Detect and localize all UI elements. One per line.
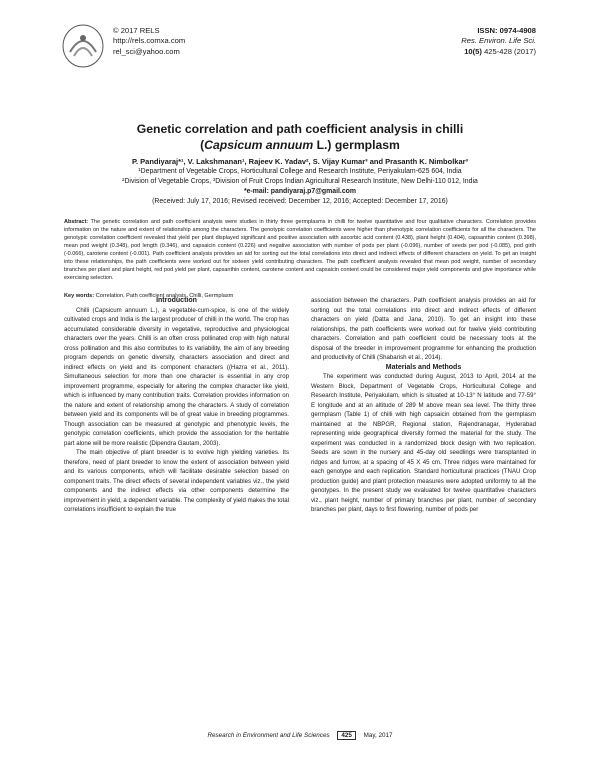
- abstract-text: The genetic correlation and path coefficient analysis were studies in thirty three germplasms in chilli for twelve quantitative and four qualitative characters. Correlation provides information on the nature and extent of relationship among the characters. The genotypic correlation coefficients were higher than phenotypic correlation coefficients for all the characters. The genotypic correlation coefficient revealed that yield per plant displayed significant and positive association with ascorbic acid content (0.438), plant height (0.404), capsanthin content (0.398), mean pod weight (0.348), pod length (0.346), and capsaicin content (0.226) and negative association with number of pods per plant (-0.096), number of seeds per pod (-0.085), pod girth (-0.066), carotene content (-0.001). Path coefficient analysis provides an aid for sorting out the total correlations into direct and indirect effects of different characters on yield. To get an insight into these relationships, the path coefficients were worked out for sixteen yield contributing characters. The path coefficient analysis revealed that mean pod weight, number of secondary branches per plant and plant height, red pod yield per plant, capsanthin content, carotene content and capsaicin content could be considered major yield components and give importance while exercising selection.: [64, 219, 536, 282]
- keywords-text: Correlation, Path coefficient analysis, Chilli, Germplasm: [95, 293, 234, 299]
- page-footer: [60, 731, 540, 740]
- intro-paragraph-continued: association between the characters. Path coefficient analysis provides an aid for sorting out the total correlations into direct and indirect effects of different characters on yield (Datta and Jana, 2010). To get an insight into these relationships, the path coefficients were worked out for twelve yield contributing characters. Correlation and path coefficient could be necessary tools at the disposal of the breeder in improvement programme for enhancing the production and productivity of Chilli (Shabarish et al., 2014).: [311, 297, 536, 361]
- title-line-2: (Capsicum annuum L.) germplasm: [200, 138, 400, 152]
- affiliation-2: ²Division of Vegetable Crops, ³Division of Fruit Crops Indian Agricultural Research Institute, New Delhi-110 012, India: [122, 178, 478, 186]
- abstract: [64, 218, 536, 282]
- volume-pages: [461, 47, 536, 57]
- introduction-heading: Introduction: [156, 297, 197, 304]
- footer-journal-name: Research in Environment and Life Sciences: [207, 732, 330, 739]
- intro-paragraph-1: Chilli (Capsicum annuum L.), a vegetable-cum-spice, is one of the widely cultivated crops and India is the largest producer of chilli in the world. The crop has accumulated considerable diversity in vegetative, reproductive and physiological characters over the years. Chilli is an often cross pollinated crop with high natural cross pollination and this also contributes to its variability, the aim of any breeding program depends on genetic diversity, characters association and direct and indirect effects on yield and its component characters ((Hazra et al., 2011). Simultaneous selection for more than one character is essential in any crop improvement programme, especially for altering the complex character like yield, which is influenced by many contribution traits. Correlation provides information on the nature and extent of relationship among the characters. A study of correlation between yield and its components will be of great value in breeding programmes. Though association can be measured at genotypic and phenotypic levels, the genotypic correlation coefficients, which provide the association for the heritable part alone will be more realistic (Dipendra Gautam, 2003).: [64, 306, 289, 447]
- intro-paragraph-2: The main objective of plant breeder is to evolve high yielding varieties. Its therefore, need of plant breeder to know the extent of association between yield and its various components, which will facilitate desirable selection based on component traits. The direct effects of several independent variables viz., the yield components and the indirect effects via other components determine the improvement in yield, a dependent variable. The complexity of yield makes the total correlations insufficient to explain the true: [64, 449, 289, 513]
- volume: 10(5): [464, 46, 482, 56]
- page-range: 425-428 (2017): [484, 46, 536, 56]
- received-dates: (Received: July 17, 2016; Revised received: December 12, 2016; Accepted: December 17, 2016): [152, 198, 448, 206]
- journal-header-right: [461, 26, 536, 57]
- journal-website-link[interactable]: http://rels.comxa.com: [113, 36, 186, 46]
- author-block: [60, 157, 540, 207]
- materials-methods-heading: Materials and Methods: [385, 363, 462, 371]
- page-number: 425: [337, 731, 356, 740]
- journal-header-left: [113, 26, 185, 57]
- species-name: Capsicum annuum: [204, 138, 314, 152]
- author-names: P. Pandiyaraj*¹, V. Lakshmanan¹, Rajeev K. Yadav², S. Vijay Kumar³ and Prasanth K. Nimbolkar³: [131, 157, 469, 166]
- keywords-label: Key words:: [64, 293, 95, 299]
- copyright: © 2017 RELS: [113, 26, 160, 35]
- materials-methods-paragraph: The experiment was conducted during August, 2013 to April, 2014 at the Western Block, Department of Vegetable Crops, Horticultural College and Research Institute, Periyakulam, which is situated at 10-13° N latitude and 77-59° E longitude and at an altitude of 289 M above mean sea level. The thirty three germplasm (Table 1) of chilli with high capsaicin obtained from the germplasm maintained at the NBPGR, Regional station, Rajendranagar, Hyderabad representing wide geographical diversity formed the material for the study. The experiment was conducted in a randomized block design with two replication. Seeds are sown in the nursery and 45-day old seedlings were transplanted in ridges and furrow, at a spacing of 45 X 45 cm. Three ridges were maintained for each genotype and each replication. Standard horticultural practices (TNAU Crop production guide) and plant protection measures were adopted uniformly to all the genotypes. In the present study we evaluated for twelve quantitative characters viz., plant height, number of primary branches per plant, number of secondary branches per plant, days to first flowering, number of pods per: [311, 373, 536, 513]
- abstract-label: Abstract:: [64, 219, 89, 225]
- paper-title: [60, 121, 540, 153]
- body-column-left: [64, 296, 289, 515]
- journal-email-link[interactable]: rel_sci@yahoo.com: [113, 46, 180, 56]
- body-column-right: [311, 296, 536, 515]
- issn: ISSN: 0974-4908: [477, 26, 536, 35]
- affiliation-1: ¹Department of Vegetable Crops, Horticultural College and Research Institute, Periyakulam-625 604, India: [138, 168, 462, 176]
- journal-abbreviation: Res. Environ. Life Sci.: [461, 36, 536, 46]
- title-line-1: Genetic correlation and path coefficient analysis in chilli: [136, 122, 464, 136]
- journal-logo-icon: [60, 22, 106, 70]
- corresponding-email: *e-mail: pandiyaraj.p7@gmail.com: [243, 188, 357, 196]
- footer-date: May, 2017: [363, 732, 393, 739]
